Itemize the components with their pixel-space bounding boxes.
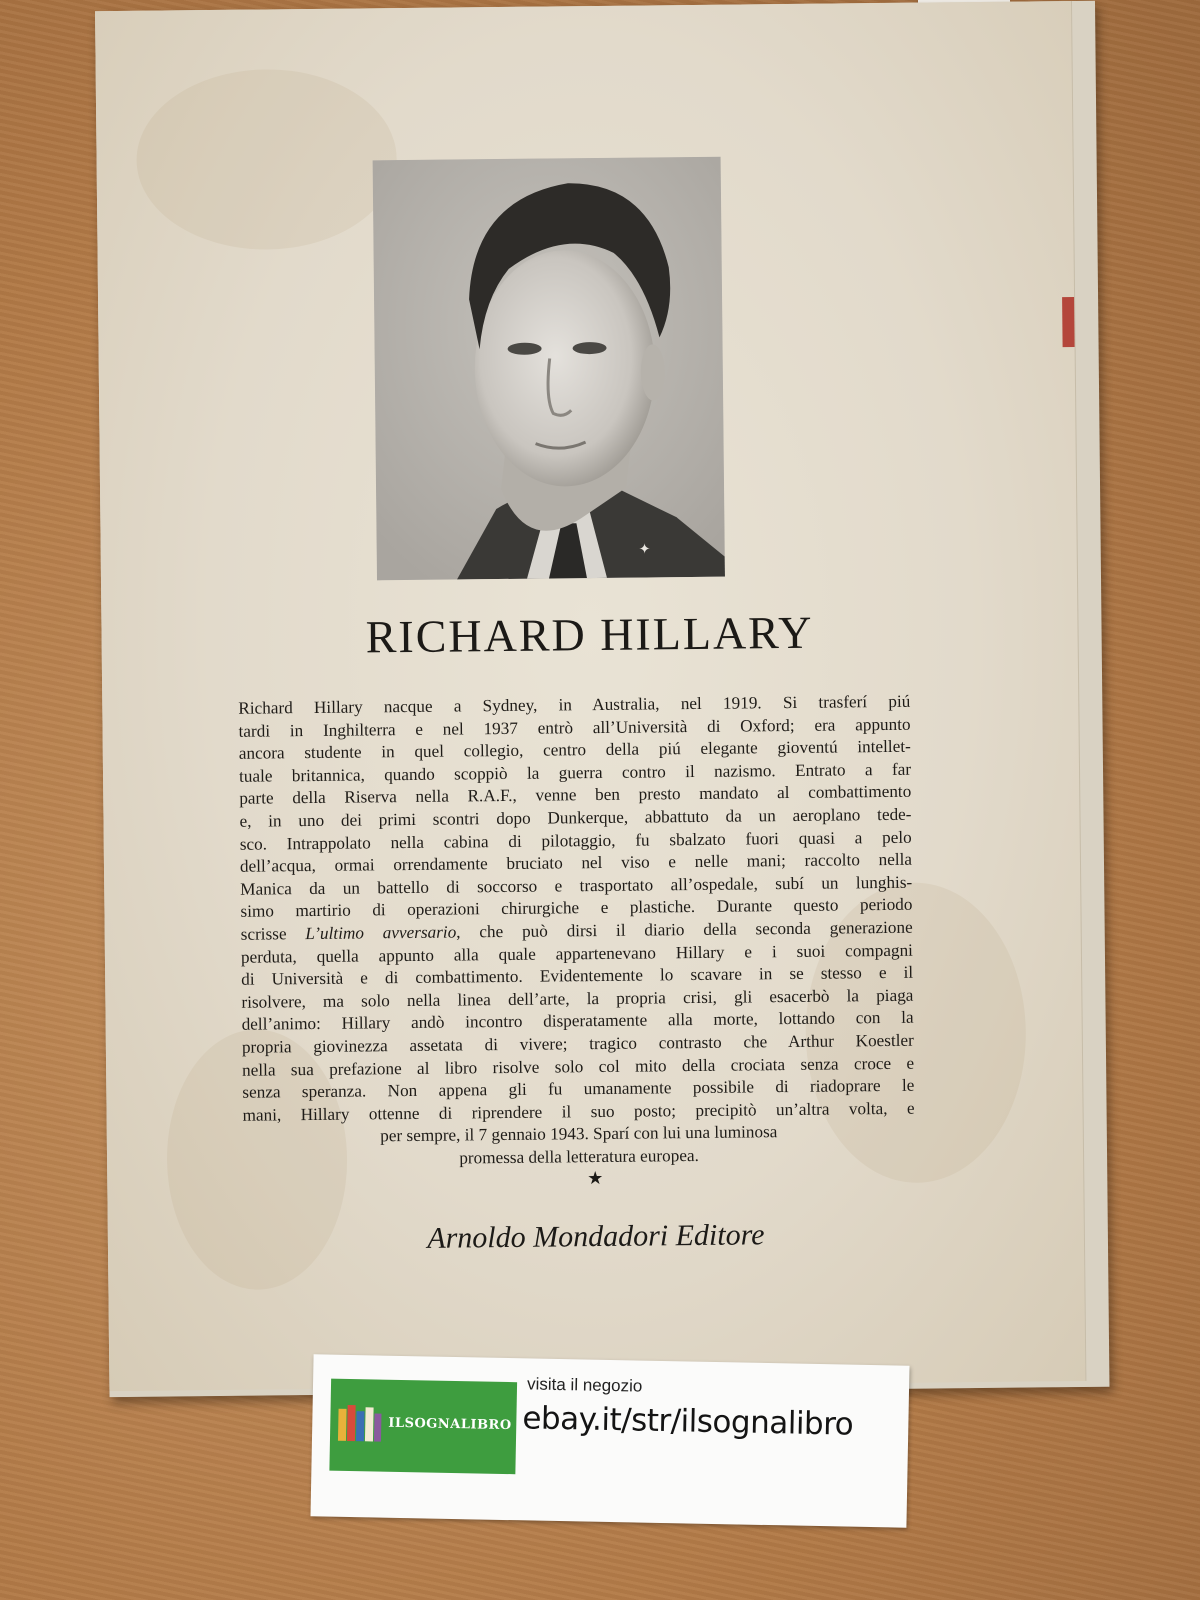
book-back-cover xyxy=(95,1,1109,1397)
shop-url: ebay.it/str/ilsognalibro xyxy=(522,1400,854,1443)
bio-line: mani, Hillary ottenne di riprendere il suo posto; precipitò un’altra volta, e xyxy=(242,1098,915,1125)
bio-line: Richard Hillary nacque a Sydney, in Australia, nel 1919. Si trasferí piú xyxy=(238,691,911,718)
bio-line: ancora studente in quel collegio, centro della piú elegante gioventú intellet- xyxy=(238,736,911,763)
bio-line: risolvere, ma solo nella linea dell’arte, la propria crisi, gli esacerbò la piaga xyxy=(241,985,914,1012)
red-spine-mark xyxy=(1062,297,1075,347)
bio-line: senza speranza. Non appena gli fu umanamente possibile di riadoprare le xyxy=(242,1075,915,1102)
bio-line: parte della Riserva nella R.A.F., venne ben presto mandato al combattimento xyxy=(239,782,912,809)
author-biography xyxy=(238,691,915,1172)
seller-sticker xyxy=(310,1354,909,1527)
star-ornament: ★ xyxy=(587,1167,604,1190)
bio-line: tardi in Inghilterra e nel 1937 entrò all’Università di Oxford; era appunto xyxy=(238,714,911,741)
cover-page xyxy=(95,1,1086,1391)
paper-stain xyxy=(136,68,398,251)
bio-line: dell’acqua, ormai orrendamente bruciato nel viso e nelle mani; raccolto nella xyxy=(239,849,913,876)
visit-shop-label: visita il negozio xyxy=(526,1374,643,1396)
author-portrait-photo xyxy=(373,157,725,581)
svg-text:✦: ✦ xyxy=(638,541,651,558)
bio-line: simo martirio di operazioni chirurgiche e plastiche. Durante questo periodo xyxy=(240,895,913,922)
bio-line: promessa della letteratura europea. xyxy=(459,1145,699,1168)
bio-line: tuale britannica, quando scoppiò la guerra contro il nazismo. Entrato a far xyxy=(238,759,912,786)
shop-logo xyxy=(329,1379,517,1475)
bio-line: perduta, quella appunto alla quale appartenevano Hillary e i suoi compagni xyxy=(240,940,913,967)
bio-line: propria giovinezza assetata di vivere; tragico contrasto che Arthur Koestler xyxy=(241,1030,914,1057)
bio-line: Manica da un battello di soccorso e trasportato all’ospedale, subí un lunghis- xyxy=(240,872,913,899)
bio-text: scrisse xyxy=(240,924,306,944)
bio-text: , che può dirsi il diario della seconda generazione xyxy=(456,917,913,942)
books-icon xyxy=(336,1403,385,1444)
bio-line: dell’animo: Hillary andò incontro disperatamente alla morte, lottando con la xyxy=(241,1008,914,1035)
publisher-name: Arnoldo Mondadori Editore xyxy=(427,1218,765,1255)
bio-line: per sempre, il 7 gennaio 1943. Sparí con lui una luminosa xyxy=(380,1122,778,1146)
bio-line: sco. Intrappolato nella cabina di pilotaggio, fu sbalzato fuori quasi a pelo xyxy=(239,827,912,854)
bio-line: nella sua prefazione al libro risolve solo col mito della crociata senza croce e xyxy=(242,1053,915,1080)
shop-logo-text: ILSOGNALIBRO xyxy=(388,1415,512,1434)
book-title-italic: L’ultimo avversario xyxy=(305,922,457,944)
bio-line: di Università e di combattimento. Evidentemente lo scavare in se stesso e il xyxy=(241,962,914,989)
author-heading: RICHARD HILLARY xyxy=(365,606,814,663)
bio-line: e, in uno dei primi scontri dopo Dunkerque, abbattuto da un aeroplano tede- xyxy=(239,804,912,831)
